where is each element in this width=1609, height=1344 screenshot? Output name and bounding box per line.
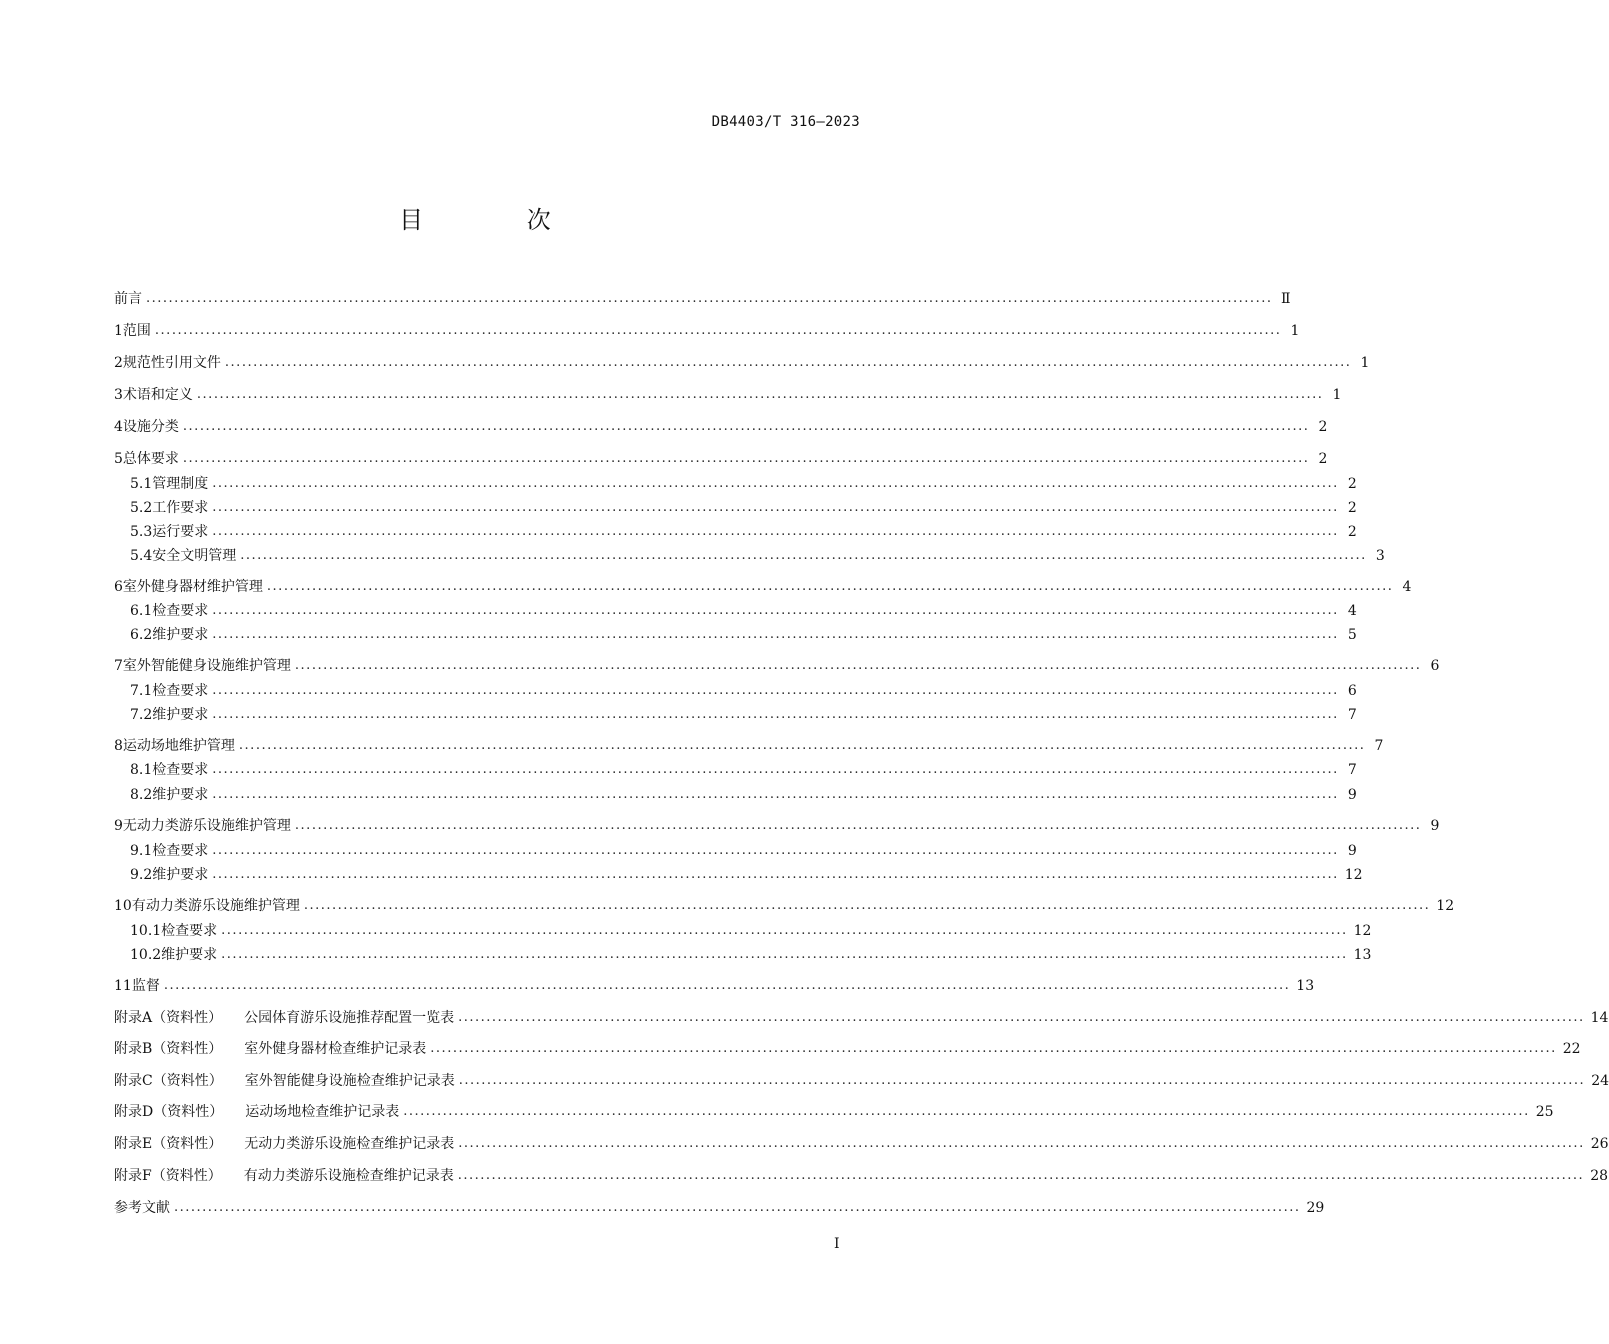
toc-entry-page: 1	[1360, 355, 1370, 371]
toc-entry-label: 监督	[131, 978, 160, 994]
toc-entry[interactable]	[114, 814, 1440, 836]
dot-leader: ........................................................................................................................................................................................................	[212, 500, 1339, 515]
toc-entry[interactable]	[130, 623, 1357, 645]
toc-entry-page: Ⅱ	[1280, 291, 1291, 307]
dot-leader: ........................................................................................................................................................................................................	[212, 603, 1339, 618]
toc-entry-label: 维护要求	[152, 787, 209, 803]
dot-leader: ........................................................................................................................................................................................................	[458, 1136, 1585, 1151]
toc-entry-label: 有动力类游乐设施检查维护记录表	[243, 1168, 454, 1184]
toc-entry-page: 9	[1347, 843, 1357, 859]
dot-leader: ........................................................................................................................................................................................................	[458, 1073, 1586, 1088]
toc-entry[interactable]	[114, 1100, 1554, 1122]
toc-entry-label: 工作要求	[152, 500, 209, 516]
toc-entry-page: 6	[1430, 658, 1440, 674]
toc-entry-number: 8	[114, 738, 123, 754]
dot-leader: ........................................................................................................................................................................................................	[224, 355, 1352, 370]
toc-entry-page: 22	[1562, 1041, 1581, 1057]
toc-entry-label: 规范性引用文件	[122, 355, 221, 371]
toc-entry-page: 1	[1332, 387, 1342, 403]
toc-entry-number: 10.2	[130, 947, 162, 963]
toc-entry-label: 检查要求	[152, 762, 209, 778]
toc-entry[interactable]	[114, 287, 1291, 309]
toc-entry-label: 室外智能健身设施维护管理	[122, 658, 291, 674]
dot-leader: ........................................................................................................................................................................................................	[212, 787, 1339, 802]
dot-leader: ........................................................................................................................................................................................................	[221, 947, 1348, 962]
toc-entry-label: 前言	[114, 291, 142, 307]
toc-entry[interactable]	[130, 703, 1357, 725]
toc-entry-label: 管理制度	[152, 476, 209, 492]
toc-entry[interactable]	[114, 974, 1315, 996]
toc-entry[interactable]	[130, 863, 1363, 885]
toc-entry-page: 7	[1374, 738, 1384, 754]
dot-leader: ........................................................................................................................................................................................................	[212, 762, 1339, 777]
toc-entry-number: 5	[114, 451, 123, 467]
toc-entry-number: 5.3	[130, 524, 153, 540]
dot-leader: ........................................................................................................................................................................................................	[294, 818, 1422, 833]
toc-entry[interactable]	[114, 1196, 1325, 1218]
dot-leader: ........................................................................................................................................................................................................	[182, 419, 1310, 434]
toc-entry-label: 术语和定义	[122, 387, 193, 403]
toc-entry-number: 附录A（资料性）	[114, 1010, 223, 1026]
toc-entry-number: 11	[114, 978, 132, 994]
toc-entry-page: 12	[1353, 923, 1372, 939]
toc-entry-page: 3	[1375, 548, 1385, 564]
toc-entry[interactable]	[114, 1069, 1609, 1091]
toc-entry[interactable]	[114, 383, 1342, 405]
toc-title: 目 次	[399, 206, 599, 234]
toc-entry-label: 维护要求	[161, 947, 218, 963]
toc-entry-page: 12	[1344, 867, 1363, 883]
toc-entry-page: 2	[1347, 524, 1357, 540]
toc-entry[interactable]	[114, 1006, 1609, 1028]
toc-entry[interactable]	[130, 599, 1357, 621]
toc-entry-label: 参考文献	[114, 1200, 170, 1216]
toc-entry-page: 24	[1591, 1073, 1609, 1089]
dot-leader: ........................................................................................................................................................................................................	[212, 476, 1339, 491]
toc-entry-label: 维护要求	[152, 627, 209, 643]
toc-entry-label: 检查要求	[152, 843, 209, 859]
toc-entry-number: 7	[114, 658, 123, 674]
toc-entry[interactable]	[130, 943, 1372, 965]
toc-entry[interactable]	[114, 654, 1440, 676]
toc-entry-page: 2	[1347, 476, 1357, 492]
toc-entry-label: 范围	[122, 323, 151, 339]
toc-entry-page: 25	[1535, 1104, 1554, 1120]
toc-entry-page: 14	[1590, 1010, 1609, 1026]
toc-entry[interactable]	[130, 758, 1357, 780]
toc-entry-page: 9	[1430, 818, 1440, 834]
dot-leader: ........................................................................................................................................................................................................	[212, 707, 1339, 722]
toc-entry-label: 检查要求	[152, 683, 209, 699]
toc-entry-number: 附录B（资料性）	[114, 1041, 223, 1057]
dot-leader: ........................................................................................................................................................................................................	[163, 978, 1291, 993]
toc-entry-label: 维护要求	[152, 707, 209, 723]
toc-entry-page: 7	[1347, 762, 1357, 778]
toc-entry-number: 7.1	[130, 683, 153, 699]
toc-entry-page: 29	[1306, 1200, 1325, 1216]
toc-entry-label: 检查要求	[152, 603, 209, 619]
toc-entry-page: 6	[1347, 683, 1357, 699]
toc-entry-number: 10.1	[130, 923, 162, 939]
dot-leader: ........................................................................................................................................................................................................	[238, 738, 1366, 753]
dot-leader: ........................................................................................................................................................................................................	[294, 658, 1422, 673]
toc-entry-number: 8.2	[130, 787, 153, 803]
toc-entry-number: 4	[114, 419, 123, 435]
page-number: I	[834, 1236, 840, 1252]
toc-entry[interactable]	[114, 351, 1370, 373]
toc-entry-number: 附录F（资料性）	[114, 1168, 222, 1184]
toc-entry-number: 8.1	[130, 762, 153, 778]
toc-entry-page: 4	[1347, 603, 1357, 619]
dot-leader: ........................................................................................................................................................................................................	[403, 1104, 1530, 1119]
toc-entry-number: 3	[114, 387, 123, 403]
toc-entry-label: 无动力类游乐设施检查维护记录表	[244, 1136, 455, 1152]
toc-entry-label: 维护要求	[152, 867, 209, 883]
toc-entry-page: 28	[1590, 1168, 1609, 1184]
toc-entry[interactable]	[130, 472, 1357, 494]
toc-entry-page: 1	[1290, 323, 1300, 339]
toc-entry-number: 10	[114, 898, 132, 914]
toc-entry-page: 5	[1347, 627, 1357, 643]
toc-entry[interactable]	[130, 496, 1357, 518]
toc-entry-number: 2	[114, 355, 123, 371]
toc-entry[interactable]	[114, 575, 1412, 597]
dot-leader: ........................................................................................................................................................................................................	[212, 627, 1339, 642]
toc-entry[interactable]	[130, 679, 1357, 701]
toc-entry[interactable]	[114, 415, 1328, 437]
toc-entry-label: 运动场地检查维护记录表	[245, 1104, 400, 1120]
toc-entry-page: 12	[1436, 898, 1455, 914]
dot-leader: ........................................................................................................................................................................................................	[303, 898, 1431, 913]
toc-entry-label: 室外智能健身设施检查维护记录表	[244, 1073, 455, 1089]
toc-entry[interactable]	[114, 1164, 1609, 1186]
toc-entry-number: 6.2	[130, 627, 153, 643]
toc-entry[interactable]	[114, 447, 1328, 469]
toc-entry[interactable]	[130, 919, 1372, 941]
toc-entry[interactable]	[114, 1037, 1581, 1059]
toc-entry-page: 2	[1318, 419, 1328, 435]
toc-entry[interactable]	[114, 1132, 1609, 1154]
toc-entry-label: 安全文明管理	[152, 548, 237, 564]
toc-entry[interactable]	[130, 839, 1357, 861]
toc-entry-label: 运动场地维护管理	[122, 738, 235, 754]
toc-entry-label: 有动力类游乐设施维护管理	[131, 898, 300, 914]
toc-entry-label: 设施分类	[122, 419, 179, 435]
dot-leader: ........................................................................................................................................................................................................	[430, 1041, 1557, 1056]
toc-entry-number: 9	[114, 818, 123, 834]
toc-entry-page: 13	[1353, 947, 1372, 963]
dot-leader: ........................................................................................................................................................................................................	[154, 323, 1282, 338]
toc-entry-page: 13	[1296, 978, 1315, 994]
toc-entry-number: 附录C（资料性）	[114, 1073, 223, 1089]
toc-entry-page: 26	[1590, 1136, 1609, 1152]
toc-entry-label: 运行要求	[152, 524, 209, 540]
toc-entry-label: 公园体育游乐设施推荐配置一览表	[244, 1010, 455, 1026]
dot-leader: ........................................................................................................................................................................................................	[212, 524, 1339, 539]
toc-entry-number: 5.2	[130, 500, 153, 516]
toc-entry-page: 4	[1402, 579, 1412, 595]
toc-entry-page: 2	[1318, 451, 1328, 467]
toc-entry-label: 室外健身器材维护管理	[122, 579, 263, 595]
toc-entry[interactable]	[130, 544, 1385, 566]
toc-entry[interactable]	[114, 319, 1300, 341]
toc-entry-page: 7	[1347, 707, 1357, 723]
dot-leader: ........................................................................................................................................................................................................	[458, 1010, 1585, 1025]
toc-entry-number: 6	[114, 579, 123, 595]
toc-entry-page: 2	[1347, 500, 1357, 516]
toc-entry-page: 9	[1347, 787, 1357, 803]
dot-leader: ........................................................................................................................................................................................................	[146, 291, 1273, 306]
toc-entry[interactable]	[130, 520, 1357, 542]
dot-leader: ........................................................................................................................................................................................................	[212, 843, 1339, 858]
toc-entry-number: 9.1	[130, 843, 153, 859]
toc-entry-label: 室外健身器材检查维护记录表	[244, 1041, 427, 1057]
toc-entry-number: 5.1	[130, 476, 153, 492]
toc-entry[interactable]	[130, 783, 1357, 805]
dot-leader: ........................................................................................................................................................................................................	[182, 451, 1310, 466]
toc-entry-number: 附录D（资料性）	[114, 1104, 224, 1120]
toc-entry-number: 7.2	[130, 707, 153, 723]
toc-entry-number: 附录E（资料性）	[114, 1136, 223, 1152]
toc-entry-number: 9.2	[130, 867, 153, 883]
dot-leader: ........................................................................................................................................................................................................	[266, 579, 1394, 594]
dot-leader: ........................................................................................................................................................................................................	[212, 867, 1339, 882]
toc-entry-number: 6.1	[130, 603, 153, 619]
dot-leader: ........................................................................................................................................................................................................	[240, 548, 1367, 563]
toc-entry[interactable]	[114, 734, 1384, 756]
document-code: DB4403/T 316—2023	[711, 114, 860, 130]
toc-entry[interactable]	[114, 894, 1455, 916]
toc-entry-label: 总体要求	[122, 451, 179, 467]
toc-entry-label: 检查要求	[161, 923, 218, 939]
dot-leader: ........................................................................................................................................................................................................	[457, 1168, 1585, 1183]
dot-leader: ........................................................................................................................................................................................................	[221, 923, 1348, 938]
dot-leader: ........................................................................................................................................................................................................	[174, 1200, 1301, 1215]
toc-entry-label: 无动力类游乐设施维护管理	[122, 818, 291, 834]
toc-entry-number: 1	[114, 323, 123, 339]
dot-leader: ........................................................................................................................................................................................................	[212, 683, 1339, 698]
toc-entry-number: 5.4	[130, 548, 153, 564]
dot-leader: ........................................................................................................................................................................................................	[196, 387, 1324, 402]
